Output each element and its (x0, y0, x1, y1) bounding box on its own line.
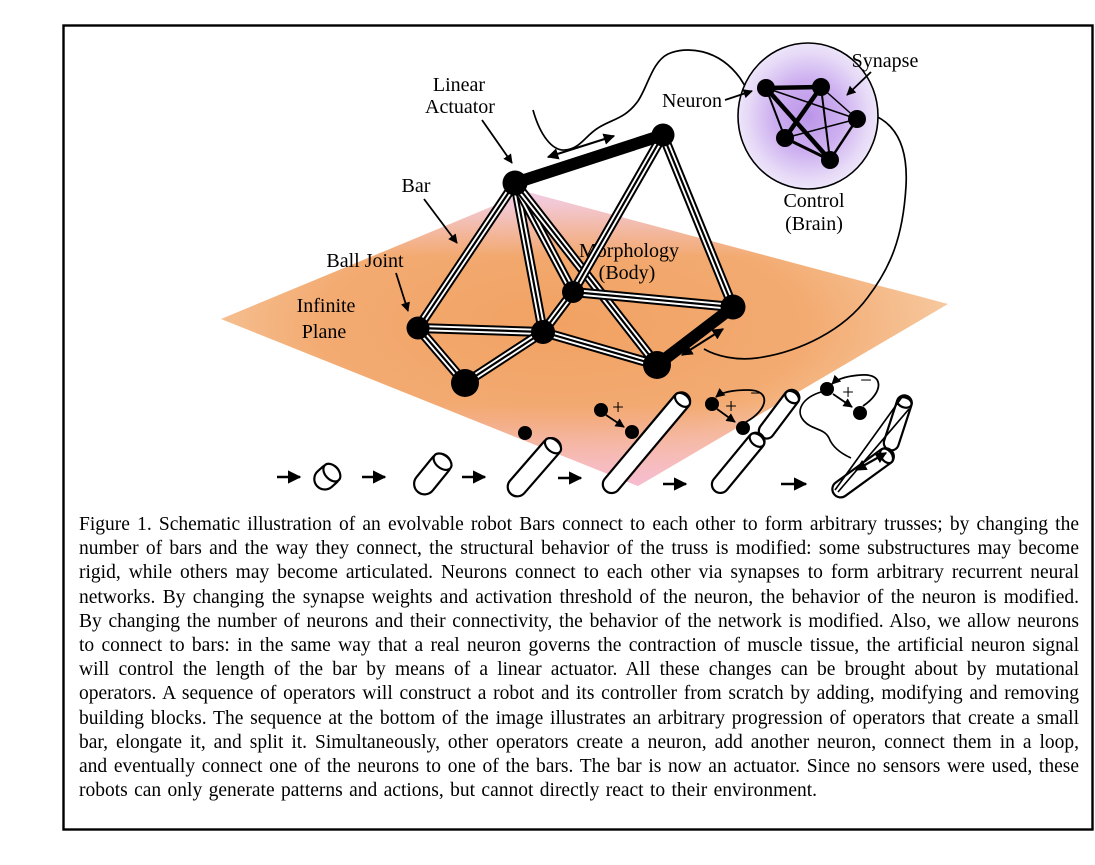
plus-sign: + (725, 394, 737, 418)
label-neuron: Neuron (662, 90, 722, 112)
label-linear-actuator-line1: Linear (432, 74, 486, 96)
label-morphology-line1: Morphology (579, 240, 679, 262)
label-bar: Bar (401, 175, 431, 197)
label-infinite-plane-line2: Plane (301, 321, 347, 343)
label-ball-joint: Ball Joint (326, 250, 404, 272)
label-linear-actuator-line2: Actuator (425, 96, 495, 118)
minus-sign: − (750, 381, 762, 405)
figure-caption: Figure 1. Schematic illustration of an evolvable robot Bars connect to each other to form arbitrary trusses; by changing the number of bars and the way they connect, the structural behavior of the truss is modified: some substructures may become rigid, while others may become articulated. Neurons connect to each other via synapses to form arbitrary recurrent neural networks. By changing the synapse weights and activation threshold of the neuron, the behavior of the neuron is modified. By changing the number of neurons and their connectivity, the behavior of the network is modified. Also, we allow neurons to connect to bars: in the same way that a real neuron governs the contraction of muscle tissue, the artificial neuron signal will control the length of the bar by means of a linear actuator. All these changes can be brought about by mutational operators. A sequence of operators will construct a robot and its controller from scratch by adding, modifying and removing building blocks. The sequence at the bottom of the image illustrates an arbitrary progression of operators that create a small bar, elongate it, and split it. Simultaneously, other operators create a neuron, add another neuron, connect them in a loop, and eventually connect one of the neurons to one of the bars. The bar is now an actuator. Since no sensors were used, these robots can only generate patterns and actions, but cannot directly react to their environment. (79, 514, 1079, 802)
label-control-line1: Control (783, 190, 845, 212)
label-morphology-line2: (Body) (598, 262, 656, 284)
label-synapse: Synapse (851, 50, 919, 72)
minus-sign: − (860, 368, 872, 392)
label-infinite-plane-line1: Infinite (296, 295, 356, 317)
plus-sign: + (842, 380, 854, 404)
label-control-line2: (Brain) (785, 213, 843, 235)
plus-sign: + (612, 395, 624, 419)
